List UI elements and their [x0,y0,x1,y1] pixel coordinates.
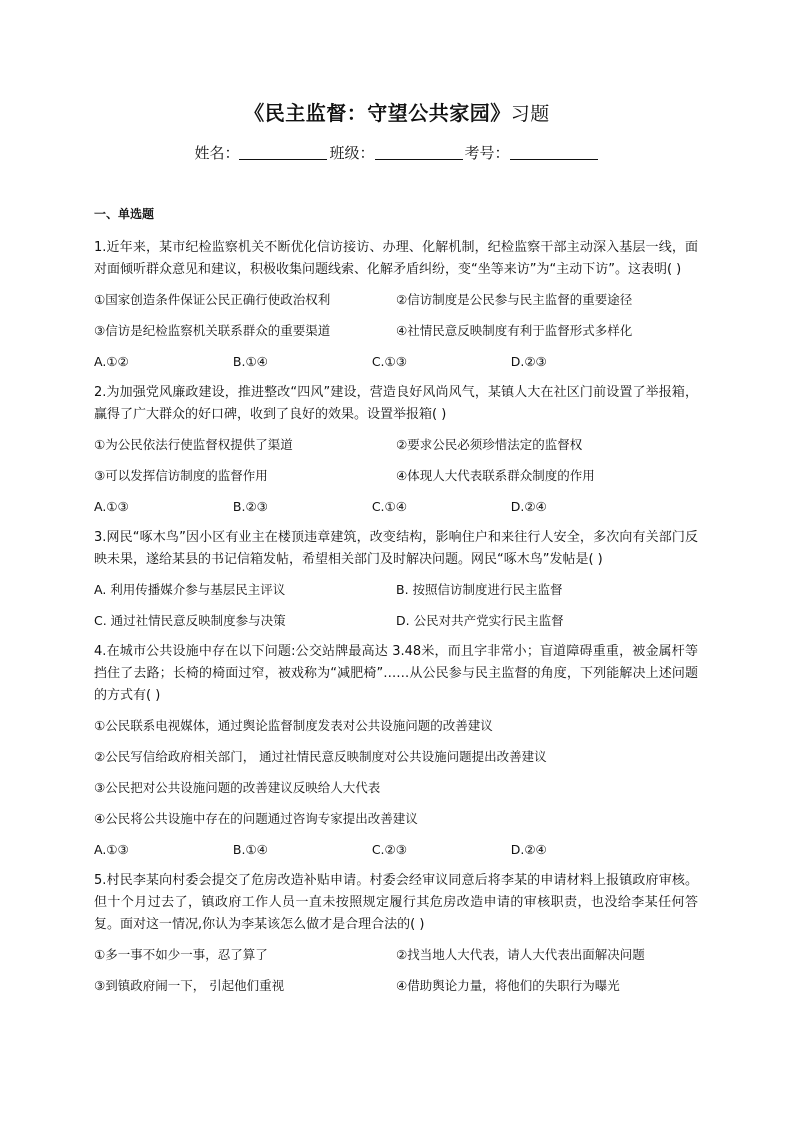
question-stem: 5.村民李某向村委会提交了危房改造补贴申请。村委会经审议同意后将李某的申请材料上报镇政府审核。但十个月过去了，镇政府工作人员一直未按照规定履行其危房改造申请的审核职责，也没给李某任何答复。面对这一情况,你认为李某该怎么做才是合理合法的( ) [94,873,698,932]
statement: ④社情民意反映制度有利于监督形式多样化 [396,323,633,338]
class-label: 班级： [329,144,375,162]
statement: ③信访是纪检监察机关联系群众的重要渠道 [94,323,331,338]
title-suffix: 习题 [510,103,550,125]
question-5 [94,870,698,996]
option-a[interactable]: A.①③ [94,499,129,514]
exam-label: 考号： [464,144,510,162]
option-d[interactable]: D.②④ [510,499,547,514]
title-main: 《民主监督：守望公共家园》 [244,101,511,125]
statement: ①国家创造条件保证公民正确行使政治权利 [94,292,331,307]
statement: ②要求公民必须珍惜法定的监督权 [396,437,583,452]
statement: ③到镇政府闹一下， 引起他们重视 [94,978,285,993]
statement: ④公民将公共设施中存在的问题通过咨询专家提出改善建议 [94,811,418,826]
statement: ④体现人大代表联系群众制度的作用 [396,468,595,483]
name-label: 姓名： [194,144,240,162]
section-heading: 一、单选题 [94,207,155,221]
option-d[interactable]: D.②③ [510,354,547,369]
option-a[interactable]: A.①② [94,354,129,369]
option-b[interactable]: B.②③ [232,499,268,514]
question-1 [94,237,698,372]
question-4 [94,641,698,860]
exam-blank[interactable] [510,145,598,160]
name-blank[interactable] [239,145,327,160]
statement: ②公民写信给政府相关部门， 通过社情民意反映制度对公共设施问题提出改善建议 [94,749,547,764]
statement: ①多一事不如少一事，忍了算了 [94,947,268,962]
question-2 [94,382,698,517]
student-info [0,142,794,163]
question-3 [94,527,698,631]
option-a[interactable]: A. 利用传播媒介参与基层民主评议 [94,582,286,597]
option-a[interactable]: A.①③ [94,842,129,857]
class-blank[interactable] [375,145,463,160]
option-c[interactable]: C. 通过社情民意反映制度参与决策 [94,613,286,628]
statement: ④借助舆论力量，将他们的失职行为曝光 [396,978,620,993]
option-d[interactable]: D.②④ [510,842,547,857]
statement: ①公民联系电视媒体，通过舆论监督制度发表对公共设施问题的改善建议 [94,718,493,733]
question-stem: 4.在城市公共设施中存在以下问题:公交站牌最高达 3.48米，而且字非常小；盲道障碍重重，被金属杆等挡住了去路；长椅的椅面过窄，被戏称为“减肥椅”……从公民参与民主监督的角度，下列能解决上述问题的方式有( ) [94,644,698,703]
option-b[interactable]: B.①④ [232,842,268,857]
question-list [94,237,698,1006]
option-d[interactable]: D. 公民对共产党实行民主监督 [396,613,564,628]
statement: ②找当地人大代表，请人大代表出面解决问题 [396,947,645,962]
question-stem: 1.近年来，某市纪检监察机关不断优化信访接访、办理、化解机制，纪检监察干部主动深入基层一线，面对面倾听群众意见和建议，积极收集问题线索、化解矛盾纠纷，变“坐等来访”为“主动下访”。这表明( ) [94,240,698,277]
question-stem: 3.网民“啄木鸟”因小区有业主在楼顶违章建筑，改变结构，影响住户和来往行人安全，多次向有关部门反映未果，遂给某县的书记信箱发帖，希望相关部门及时解决问题。网民“啄木鸟”发帖是( ) [94,530,698,567]
option-c[interactable]: C.①③ [371,354,407,369]
statement: ③公民把对公共设施问题的改善建议反映给人大代表 [94,780,381,795]
option-c[interactable]: C.②③ [371,842,407,857]
option-b[interactable]: B. 按照信访制度进行民主监督 [396,582,563,597]
page-title [0,97,794,126]
statement: ③可以发挥信访制度的监督作用 [94,468,268,483]
statement: ①为公民依法行使监督权提供了渠道 [94,437,293,452]
option-c[interactable]: C.①④ [371,499,407,514]
question-stem: 2.为加强党风廉政建设，推进整改“四风”建设，营造良好风尚风气，某镇人大在社区门前设置了举报箱，赢得了广大群众的好口碑，收到了良好的效果。设置举报箱( ) [94,385,698,422]
statement: ②信访制度是公民参与民主监督的重要途径 [396,292,633,307]
option-b[interactable]: B.①④ [232,354,268,369]
